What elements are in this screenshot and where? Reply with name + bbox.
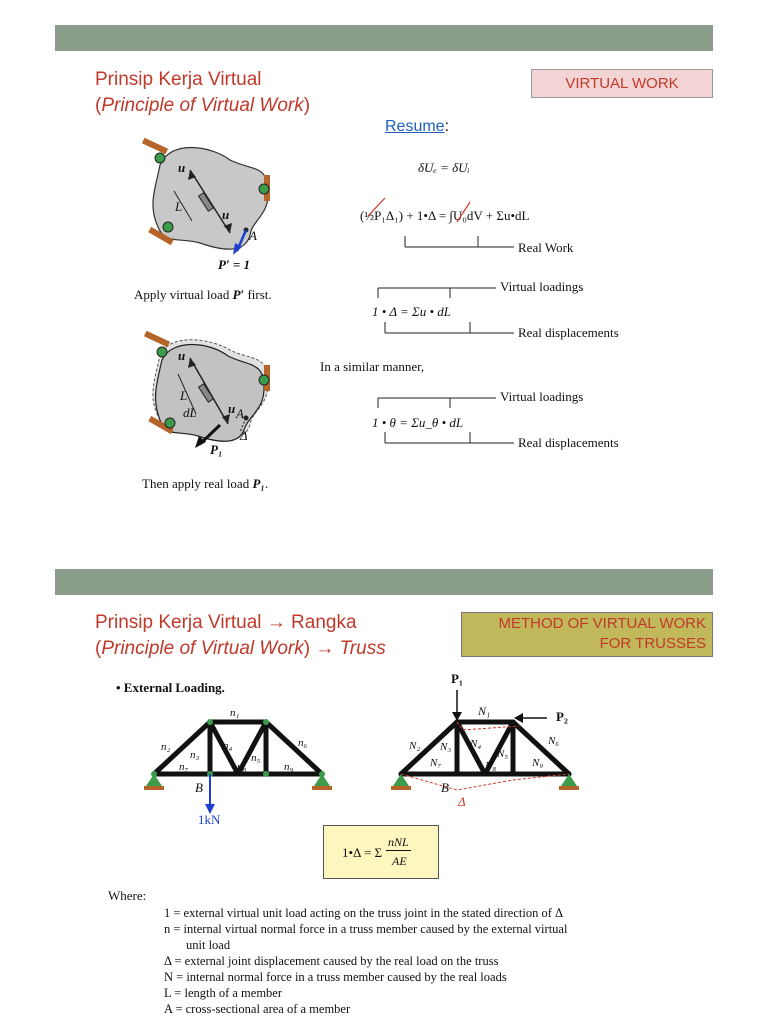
slide1-tag: VIRTUAL WORK [531, 69, 713, 98]
paren-open: ( [95, 95, 102, 116]
real-work-label: Real Work [518, 240, 574, 255]
virtual-loadings-label-1: Virtual loadings [500, 279, 584, 294]
truss2-N6: N₆ [548, 735, 560, 747]
truss2-N3: N₃ [440, 741, 452, 753]
def-n: n = internal virtual normal force in a truss member caused by the external virtual [164, 922, 568, 936]
resume-colon: : [444, 118, 450, 135]
def-unit-load: 1 = external virtual unit load acting on the truss joint in the stated direction of Δ [164, 906, 564, 920]
truss1-n5: n₅ [251, 752, 261, 764]
truss1-n4: n₄ [223, 740, 233, 752]
fig1-L: L [175, 199, 183, 214]
truss1-n8: n₈ [237, 761, 247, 773]
eq-long: (½P₁Δ₁) + 1•Δ = ∫U₀dV + Σu•dL [360, 208, 530, 223]
truss1-n7: n₇ [179, 761, 189, 773]
truss2-N5: N₅ [497, 748, 509, 760]
fig2-u-top: u [178, 348, 186, 363]
fig1-A: A [249, 228, 257, 243]
truss2-delta: Δ [458, 794, 466, 809]
truss1-n9: n₉ [284, 761, 294, 773]
truss1-n2: n₂ [161, 741, 171, 753]
def-n-cont: unit load [186, 938, 231, 952]
truss2-N8: N₈ [485, 760, 497, 772]
paren-close: ) [303, 95, 311, 116]
truss-virtual-load [140, 700, 340, 820]
eq-main: δUₑ = δUᵢ [418, 160, 470, 175]
truss1-B: B [195, 780, 203, 795]
def-delta: Δ = external joint displacement caused by the real load on the truss [164, 954, 499, 968]
truss1-n1: n₁ [230, 707, 240, 719]
eq-theta: 1 • θ = Σu_θ • dL [372, 415, 464, 430]
real-displacements-label-1: Real displacements [518, 325, 619, 340]
slide2-title [95, 610, 386, 662]
title-italic: Principle of Virtual Work [101, 95, 304, 116]
slide2-header-band [55, 569, 713, 595]
truss2-N1: N₁ [478, 704, 491, 718]
truss2-N9: N₉ [532, 757, 544, 769]
def-L: L = length of a member [164, 986, 283, 1000]
body-figure-virtual [140, 135, 290, 275]
fig2-u-bottom: u [228, 401, 236, 416]
similar-manner-text: In a similar manner, [320, 359, 425, 374]
fig1-u-bottom: u [222, 207, 230, 222]
slide2-tag [461, 612, 713, 657]
truss2-P2: P₂ [556, 709, 568, 724]
truss2-B: B [441, 780, 449, 795]
formula-box [323, 825, 439, 879]
truss2-N2: N₂ [409, 740, 421, 752]
fig1-P: P′ = 1 [218, 257, 251, 272]
slide2-tag-line1: METHOD OF VIRTUAL WORK [498, 615, 706, 632]
virtual-loadings-label-2: Virtual loadings [500, 389, 584, 404]
formula-denominator: AE [392, 854, 407, 868]
fig2-A: A [236, 406, 244, 421]
fig2-caption: Then apply real load P₁. [142, 476, 269, 491]
slide1-title-line1: Prinsip Kerja Virtual [95, 69, 262, 90]
real-displacements-label-2: Real displacements [518, 435, 619, 450]
fig1-u-top: u [178, 160, 186, 175]
fig1-caption: Apply virtual load P′ first. [134, 287, 272, 302]
fig2-delta: Δ [240, 428, 248, 443]
slide2-tag-line2: FOR TRUSSES [599, 635, 706, 652]
body-figure-real [140, 330, 290, 460]
where-label: Where: [108, 888, 147, 903]
eq-delta: 1 • Δ = Σu • dL [372, 304, 451, 319]
slide2-title-line1: Prinsip Kerja Virtual → Rangka [95, 612, 357, 633]
truss1-n6: n₆ [298, 737, 308, 749]
def-N: N = internal normal force in a truss member caused by the real loads [164, 970, 507, 984]
truss1-n3: n₃ [190, 749, 200, 761]
formula-lhs: 1•Δ = Σ [342, 845, 383, 860]
fig2-dL: dL [183, 405, 197, 420]
definitions-list [164, 905, 567, 1017]
truss2-N4: N₄ [470, 738, 482, 750]
formula-numerator: nNL [388, 835, 409, 849]
truss1-load: 1kN [198, 812, 221, 827]
truss2-N7: N₇ [430, 757, 442, 769]
truss2-P1: P₁ [451, 671, 463, 686]
fig2-L: L [180, 388, 188, 403]
fig2-P: P₁ [210, 442, 223, 457]
slide2-title-line2: (Principle of Virtual Work) → Truss [95, 638, 386, 659]
external-loading-label: • External Loading. [116, 680, 225, 695]
def-A: A = cross-sectional area of a member [164, 1002, 351, 1016]
resume-label: Resume [385, 118, 445, 135]
